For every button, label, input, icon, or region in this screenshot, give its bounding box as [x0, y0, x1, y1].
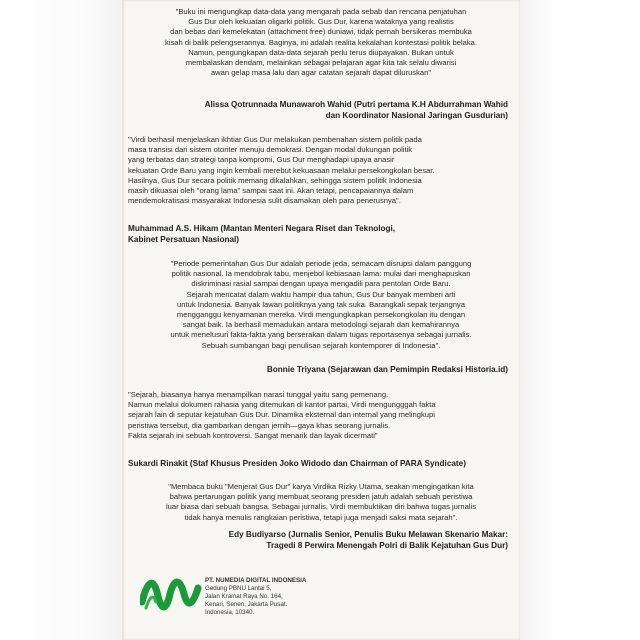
text-line: dan bebas dari kemelekatan (attachment free) duniawi, tidak pernah bersikeras membuka — [170, 27, 472, 37]
publisher-address-line: Indonesia, 10340. — [205, 609, 255, 616]
text-line: "Periode pemerintahan Gus Dur adalah periode jeda, semacam disrupsi dalam panggung — [170, 259, 472, 268]
text-line: mengganggu kenyamanan mereka. Virdi mengungkapkan persekongkolan itu dengan — [176, 310, 466, 320]
blurb-4-quote — [128, 390, 514, 441]
blurb-2-quote — [128, 135, 514, 206]
publisher-address-line: Jalan Kramat Raya No. 164, — [205, 593, 283, 600]
text-line: Tragedi 8 Perwira Menengah Polri di Balik Kejatuhan Gus Dur) — [266, 540, 508, 550]
text-line: "Virdi berhasil menjelaskan ikhtiar Gus Dur melakukan pembenahan sistem politik pada — [128, 135, 422, 144]
blurb-3-author — [128, 365, 508, 376]
blurb-5-author — [128, 530, 508, 551]
left-margin — [0, 0, 122, 640]
text-line: dan Koordinator Nasional Jaringan Gusdurian) — [325, 110, 508, 120]
text-line: untuk menelusuri fakta-fakta yang berserakan dalam tugas reportasenya sebagai jurnalis. — [170, 330, 472, 340]
text-line: sangat baik. Ia berhasil memadukan antara metodologi sejarah dan kemahirannya — [182, 320, 460, 330]
text-line: kisah di balik pelengserannya. Baginya, ini adalah realita kekalahan kontestasi politik belaka. — [165, 37, 477, 47]
text-line: awan gelap masa lalu dan agar catatan sejarah dapat diluruskan" — [210, 68, 432, 78]
text-line: Muhammad A.S. Hikam (Mantan Menteri Negara Riset dan Teknologi, — [128, 224, 396, 233]
blurb-3-quote — [128, 259, 514, 351]
text-line: peristiwa tersebut, dia gambarkan dengan jernih—gaya khas seorang jurnalis. — [128, 420, 391, 430]
blurb-1-author — [128, 100, 508, 121]
blurb-1-quote — [128, 7, 514, 78]
text-line: Sejarah mencatat dalam waktu hampir dua tahun, Gus Dur banyak memberi arti — [186, 289, 456, 299]
text-line: Kabinet Persatuan Nasional) — [128, 234, 240, 244]
text-line: Sukardi Rinakit (Staf Khusus Presiden Joko Widodo dan Chairman of PARA Syndicate) — [128, 459, 466, 468]
publisher-name: PT. NUMEDIA DIGITAL INDONESIA — [205, 577, 307, 584]
text-line: Edy Budiyarso (Jurnalis Senior, Penulis Buku Melawan Skenario Makar: — [228, 530, 508, 539]
text-line: sejarah lain di seputar kejatuhan Gus Dur. Dinamika eksternal dan internal yang melingkupi — [128, 410, 435, 420]
text-line: diskriminasi rasial sampai dengan upaya mengadili para pentolan Orde Baru. — [191, 279, 451, 289]
text-line: "Buku ini mengungkap data-data yang mengarah pada sebab dan rencana penjatuhan — [175, 7, 467, 16]
text-line: Namun melalui dokumen rahasia yang ditemukan di kantor partai, Virdi mengungggah fakta — [128, 400, 436, 410]
text-line: membalaskan dendam, melainkan sebagai pelajaran agar kita tak selalu diwarisi — [185, 58, 457, 68]
blurb-2-author — [128, 224, 514, 245]
text-line: "Membaca buku "Menjerat Gus Dur" karya Virdika Rizky Utama, seakan mengingatkan kita — [168, 482, 474, 491]
wave-logo-icon — [140, 572, 202, 618]
text-line: "Sejarah, biasanya hanya menampilkan narasi tunggal yaitu sang pemenang. — [128, 390, 389, 399]
blurb-4-author — [128, 459, 514, 470]
publisher-address-line: Gedung PBNU Lantai 5, — [205, 585, 272, 592]
text-line: luar biasa dari sebuah bangsa. Sebagai jurnalis, Virdi membuktikan diri bahwa tugas jurnalis — [165, 502, 477, 512]
text-line: Bonnie Triyana (Sejarawan dan Pemimpin Redaksi Historia.id) — [266, 365, 508, 374]
right-margin — [520, 0, 640, 640]
text-line: bahwa pertarungan politik yang membuat seorang presiden jatuh adalah sebuah peristiwa — [169, 492, 473, 502]
text-line: yang terbatas dan strategi tanpa kompromi, Gus Dur menghadapi upaya anasir — [128, 155, 395, 165]
text-line: politik nasional. Ia mendobrak tabu, menjebol kebiasaan lama: mulai dari menghapuskan — [171, 269, 471, 279]
text-line: Fakta sejarah ini sebuah kontroversi. Sangat menarik dan layak dicermati" — [128, 430, 378, 440]
text-line: Hasilnya, Gus Dur secara politik memang dikalahkan, sehingga sistem politik Indonesia — [128, 175, 422, 185]
blurb-5-quote — [128, 482, 514, 523]
text-line: mendemokratisasi masyarakat Indonesia sulit disamakan oleh para penerusnya". — [128, 196, 401, 206]
text-line: kekuatan Orde Baru yang ingin kembali merebut kekuasaan melalui persekongkolan besar. — [128, 165, 435, 175]
text-line: untuk Indonesia. Banyak lawan politiknya yang tak suka. Barangkali sepak terjangnya — [177, 299, 465, 309]
text-line: tidak hanya menulis rangkaian peristiwa, tetapi juga menjadi saksi mata sejarah". — [184, 512, 458, 522]
publisher-info — [205, 577, 375, 617]
text-line: Namun, pengungkapan data-data sejarah perlu terus diupayakan. Bukan untuk — [188, 47, 454, 57]
text-line: Alissa Qotrunnada Munawaroh Wahid (Putri pertama K.H Abdurrahman Wahid — [204, 100, 508, 109]
text-line: masa transisi dari sistem otoriter menuju demokrasi. Dengan modal dukungan politik — [128, 145, 413, 155]
text-line: masih dikuasai oleh "orang lama" sampai saat ini. Akan tetapi, pencapaiannya dalam — [128, 186, 414, 196]
text-line: Sebuah sumbangan bagi penulisan sejarah kontemporer di Indonesia". — [201, 340, 441, 350]
text-line: Gus Dur oleh kekuatan oligarki politik. Gus Dur, karena wataknya yang realistis — [188, 17, 454, 27]
publisher-address-line: Kenari, Senen, Jakarta Pusat. — [205, 601, 288, 608]
